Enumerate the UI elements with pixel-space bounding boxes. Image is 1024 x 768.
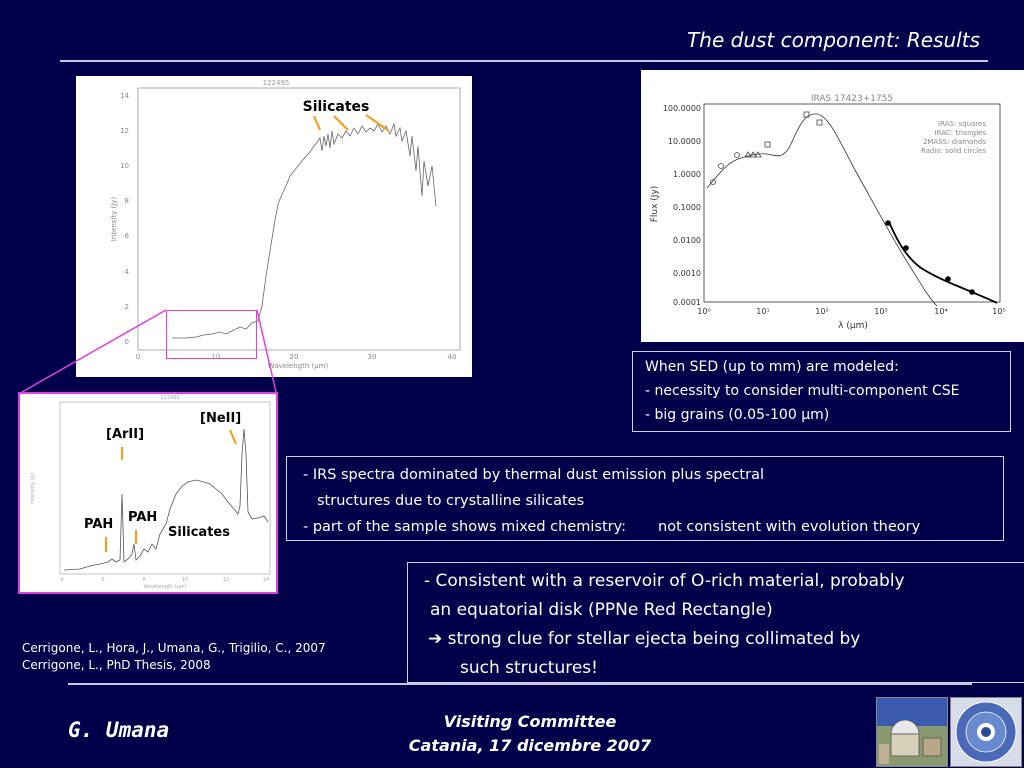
sed-radio-point <box>903 245 909 251</box>
main-spectrum-ylabel: Intensity (Jy) <box>110 196 118 242</box>
irs-note-line-2: structures due to crystalline silicates <box>317 493 585 509</box>
sed-chart <box>641 70 1024 342</box>
sed-square <box>817 120 822 125</box>
ytick-10: 10 <box>120 162 129 170</box>
xtick-40: 40 <box>447 353 457 361</box>
sed-xtick-5: 10⁵ <box>992 307 1006 316</box>
sed-diamond <box>719 164 724 169</box>
footer-event-block <box>360 710 700 758</box>
xtick-10: 10 <box>211 353 221 361</box>
sed-square <box>765 142 770 147</box>
sed-yticks <box>663 104 701 307</box>
sed-radio-point <box>969 289 975 295</box>
sed-xlabel: λ (μm) <box>838 321 868 331</box>
ytick-4: 4 <box>124 268 129 276</box>
sed-ytick-10: 10.0000 <box>667 137 701 146</box>
footer-place-date: Catania, 17 dicembre 2007 <box>408 736 652 755</box>
neII-marker <box>230 430 236 444</box>
sed-ytick-0.0001: 0.0001 <box>673 298 701 307</box>
zoom-xtick-6: 6 <box>101 577 105 583</box>
pah-label-1: PAH <box>84 517 114 532</box>
sed-ytick-0.1: 0.1000 <box>673 203 701 212</box>
xtick-0: 0 <box>135 353 141 361</box>
sed-legend-iras: IRAS: squares <box>938 120 986 128</box>
zoom-spectrum-line <box>64 429 268 570</box>
ytick-14: 14 <box>120 92 129 100</box>
sed-diamond <box>735 153 740 158</box>
zoom-silicates-label: Silicates <box>168 525 230 540</box>
conclusion-line-3-text: strong clue for stellar ejecta being collimated by <box>447 629 861 649</box>
sed-xtick-0: 10⁰ <box>697 307 711 316</box>
zoom-xtick-4: 4 <box>60 577 64 583</box>
zoom-xlabel: Wavelength (μm) <box>143 584 187 590</box>
zoom-spectrum-frame <box>60 402 270 574</box>
sed-xtick-1: 10¹ <box>756 307 770 316</box>
observatory-photo-icon <box>877 698 947 766</box>
zoom-xticks <box>60 577 269 583</box>
conclusion-line-1: - Consistent with a reservoir of O-rich material, probably <box>424 571 905 591</box>
zoom-xtick-10: 10 <box>181 577 189 583</box>
silicates-label: Silicates <box>302 99 370 115</box>
sed-2mass-diamonds <box>711 153 740 185</box>
irs-note-line-3 <box>303 514 1003 540</box>
observatory-logo <box>876 697 948 767</box>
right-arrow-icon: ➔ <box>428 629 443 649</box>
irs-note-line-3b: not consistent with evolution theory <box>658 519 921 535</box>
sed-ytick-0.001: 0.0010 <box>673 269 701 278</box>
sed-legend-radio: Radio: solid circles <box>920 147 986 155</box>
sed-panel <box>641 70 1024 342</box>
sed-ytick-1: 1.0000 <box>673 170 701 179</box>
ytick-0: 0 <box>124 338 129 346</box>
neII-label: [NeII] <box>200 411 242 426</box>
xtick-30: 30 <box>367 353 377 361</box>
inaf-seal-icon <box>951 698 1021 766</box>
pah-label-2: PAH <box>128 510 158 525</box>
conclusion-line-3 <box>424 625 1024 654</box>
sed-radio-point <box>885 220 891 226</box>
reference-1: Cerrigone, L., Hora, J., Umana, G., Trigilio, C., 2007 <box>22 641 326 655</box>
references <box>22 640 326 674</box>
sed-iras-squares <box>765 112 822 147</box>
sed-xtick-2: 10² <box>815 307 829 316</box>
zoom-xtick-8: 8 <box>142 577 146 583</box>
zoom-spectrum-panel <box>18 392 278 594</box>
conclusion-box <box>407 562 1024 683</box>
slide-title: The dust component: Results <box>687 28 980 52</box>
xtick-20: 20 <box>289 353 299 361</box>
sed-legend <box>921 120 986 155</box>
sed-radio-circles <box>885 220 975 295</box>
sed-title: IRAS 17423+1755 <box>810 94 894 104</box>
main-spectrum-axis-title: 122495 <box>262 79 290 87</box>
ytick-12: 12 <box>120 127 129 135</box>
sed-model-curve <box>707 114 937 306</box>
zoom-spectrum-chart <box>20 394 276 592</box>
sed-legend-irac: IRAC: triangles <box>934 129 986 137</box>
main-spectrum-xlabel: Wavelength (μm) <box>267 362 329 370</box>
sed-note-box <box>632 351 1011 432</box>
ytick-2: 2 <box>124 303 129 311</box>
sed-thick-curve <box>889 222 997 303</box>
zoom-xtick-12: 12 <box>222 577 230 583</box>
sed-xtick-3: 10³ <box>874 307 888 316</box>
ytick-8: 8 <box>124 197 129 205</box>
irs-note-line-3a: - part of the sample shows mixed chemistry: <box>303 519 627 535</box>
reference-2: Cerrigone, L., PhD Thesis, 2008 <box>22 658 211 672</box>
sed-note-line-1: When SED (up to mm) are modeled: <box>645 359 899 375</box>
footer-author: G. Umana <box>68 718 170 742</box>
zoom-labels <box>84 411 241 540</box>
zoom-ylabel: Intensity (Jy) <box>30 472 36 504</box>
zoom-axis-title: 122495 <box>160 395 180 401</box>
irs-note-line-1: - IRS spectra dominated by thermal dust emission plus spectral <box>303 467 764 483</box>
sed-note-line-2: - necessity to consider multi-component CSE <box>645 383 960 399</box>
sed-ylabel: Flux (Jy) <box>650 185 660 223</box>
sed-radio-point <box>945 276 951 282</box>
sed-ytick-0.01: 0.0100 <box>673 236 701 245</box>
conclusion-line-4: such structures! <box>460 658 598 678</box>
sed-xtick-4: 10⁴ <box>934 307 948 316</box>
conclusion-line-2: an equatorial disk (PPNe Red Rectangle) <box>430 600 773 620</box>
irs-note-box <box>286 456 1004 541</box>
sed-legend-2mass: 2MASS: diamonds <box>922 138 986 146</box>
arII-label: [ArII] <box>106 427 145 442</box>
inaf-logo <box>950 697 1022 767</box>
footer-event: Visiting Committee <box>443 712 617 731</box>
ytick-6: 6 <box>124 232 129 240</box>
sed-ytick-100: 100.0000 <box>662 104 701 113</box>
sed-xticks <box>697 307 1005 316</box>
sed-note-line-3: - big grains (0.05-100 μm) <box>645 407 830 423</box>
zoom-xtick-14: 14 <box>262 577 270 583</box>
footer-divider <box>68 683 972 685</box>
